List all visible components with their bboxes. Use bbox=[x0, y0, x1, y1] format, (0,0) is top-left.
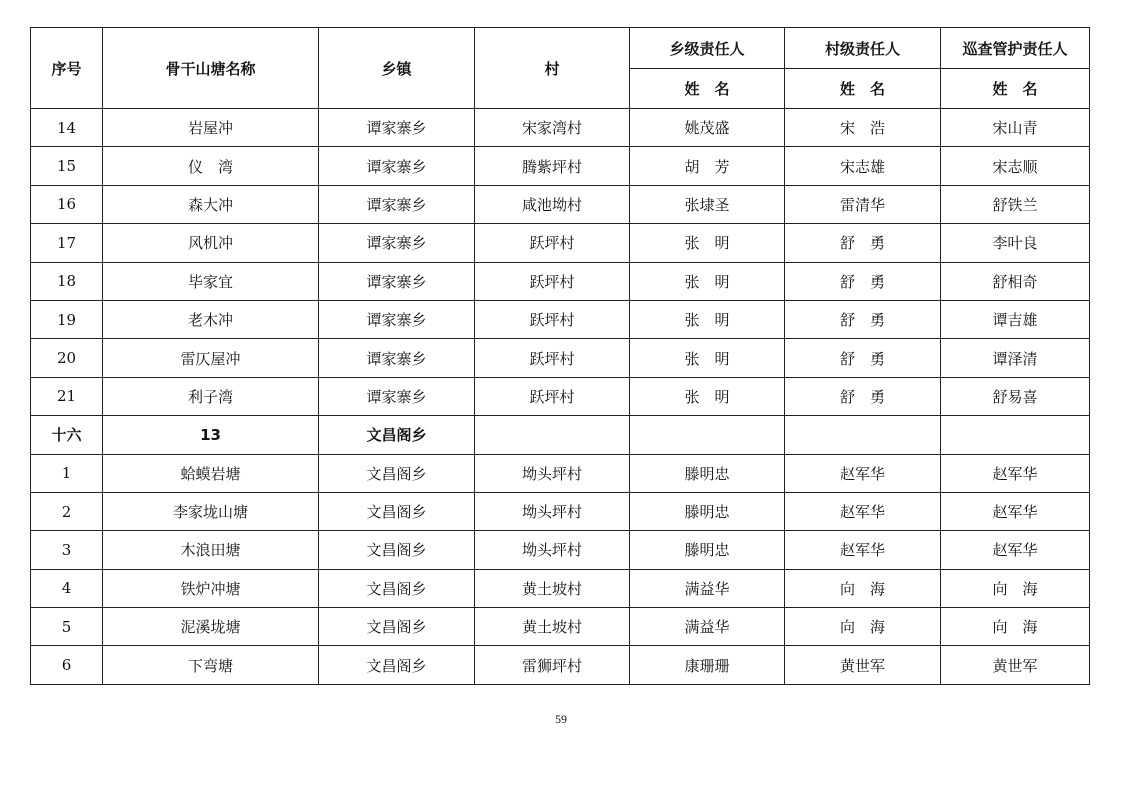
empty-cell bbox=[941, 416, 1090, 454]
cell-village: 跃坪村 bbox=[475, 339, 630, 377]
header-name-label: 姓 名 bbox=[630, 69, 785, 109]
cell-patrol-person: 赵军华 bbox=[941, 531, 1090, 569]
cell-township-person: 滕明忠 bbox=[630, 531, 785, 569]
cell-patrol-person: 宋山青 bbox=[941, 109, 1090, 147]
group-count: 13 bbox=[103, 416, 319, 454]
table-row bbox=[31, 531, 1090, 569]
cell-pond-name: 泥溪垅塘 bbox=[103, 608, 319, 646]
cell-patrol-person: 谭泽清 bbox=[941, 339, 1090, 377]
cell-patrol-person: 舒相奇 bbox=[941, 262, 1090, 300]
cell-township: 文昌阁乡 bbox=[319, 569, 475, 607]
cell-village: 跃坪村 bbox=[475, 377, 630, 415]
cell-township-person: 满益华 bbox=[630, 569, 785, 607]
cell-seq: 17 bbox=[31, 224, 103, 262]
cell-patrol-person: 赵军华 bbox=[941, 454, 1090, 492]
cell-township-person: 康珊珊 bbox=[630, 646, 785, 684]
table-row bbox=[31, 185, 1090, 223]
table-row bbox=[31, 109, 1090, 147]
cell-township-person: 张 明 bbox=[630, 262, 785, 300]
table-row bbox=[31, 300, 1090, 338]
group-township: 文昌阁乡 bbox=[319, 416, 475, 454]
cell-patrol-person: 向 海 bbox=[941, 569, 1090, 607]
table-row bbox=[31, 608, 1090, 646]
cell-pond-name: 老木冲 bbox=[103, 300, 319, 338]
cell-township-person: 胡 芳 bbox=[630, 147, 785, 185]
cell-pond-name: 下弯塘 bbox=[103, 646, 319, 684]
cell-pond-name: 蛤蟆岩塘 bbox=[103, 454, 319, 492]
cell-township-person: 张 明 bbox=[630, 339, 785, 377]
cell-patrol-person: 李叶良 bbox=[941, 224, 1090, 262]
empty-cell bbox=[785, 416, 941, 454]
cell-patrol-person: 舒铁兰 bbox=[941, 185, 1090, 223]
cell-patrol-person: 赵军华 bbox=[941, 492, 1090, 530]
cell-patrol-person: 黄世军 bbox=[941, 646, 1090, 684]
cell-village-person: 赵军华 bbox=[785, 531, 941, 569]
header-name-label: 姓 名 bbox=[941, 69, 1090, 109]
cell-township: 谭家寨乡 bbox=[319, 185, 475, 223]
cell-seq: 21 bbox=[31, 377, 103, 415]
cell-pond-name: 风机冲 bbox=[103, 224, 319, 262]
cell-village: 雷狮坪村 bbox=[475, 646, 630, 684]
header-village: 村 bbox=[475, 28, 630, 109]
page-number: 59 bbox=[555, 712, 567, 726]
header-patrol-responsible: 巡查管护责任人 bbox=[941, 28, 1090, 69]
cell-township-person: 滕明忠 bbox=[630, 454, 785, 492]
cell-township: 文昌阁乡 bbox=[319, 531, 475, 569]
cell-village-person: 赵军华 bbox=[785, 492, 941, 530]
cell-seq: 6 bbox=[31, 646, 103, 684]
cell-township: 谭家寨乡 bbox=[319, 300, 475, 338]
cell-seq: 15 bbox=[31, 147, 103, 185]
cell-village-person: 舒 勇 bbox=[785, 339, 941, 377]
table-row bbox=[31, 569, 1090, 607]
cell-village-person: 宋 浩 bbox=[785, 109, 941, 147]
cell-village: 坳头坪村 bbox=[475, 454, 630, 492]
cell-township: 文昌阁乡 bbox=[319, 608, 475, 646]
cell-village: 坳头坪村 bbox=[475, 492, 630, 530]
cell-village-person: 舒 勇 bbox=[785, 377, 941, 415]
cell-seq: 3 bbox=[31, 531, 103, 569]
cell-village-person: 舒 勇 bbox=[785, 262, 941, 300]
cell-village: 跃坪村 bbox=[475, 262, 630, 300]
cell-township: 谭家寨乡 bbox=[319, 147, 475, 185]
cell-township-person: 滕明忠 bbox=[630, 492, 785, 530]
header-seq: 序号 bbox=[31, 28, 103, 109]
cell-village: 宋家湾村 bbox=[475, 109, 630, 147]
cell-patrol-person: 宋志顺 bbox=[941, 147, 1090, 185]
cell-seq: 1 bbox=[31, 454, 103, 492]
cell-village: 黄土坡村 bbox=[475, 569, 630, 607]
cell-township-person: 张 明 bbox=[630, 224, 785, 262]
cell-patrol-person: 舒易喜 bbox=[941, 377, 1090, 415]
cell-pond-name: 李家垅山塘 bbox=[103, 492, 319, 530]
cell-township: 谭家寨乡 bbox=[319, 262, 475, 300]
cell-township-person: 张埭圣 bbox=[630, 185, 785, 223]
cell-village-person: 宋志雄 bbox=[785, 147, 941, 185]
cell-village: 腾紫坪村 bbox=[475, 147, 630, 185]
cell-village: 咸池坳村 bbox=[475, 185, 630, 223]
cell-township: 文昌阁乡 bbox=[319, 454, 475, 492]
table-row bbox=[31, 492, 1090, 530]
cell-village-person: 舒 勇 bbox=[785, 224, 941, 262]
cell-seq: 19 bbox=[31, 300, 103, 338]
table-row bbox=[31, 147, 1090, 185]
table-row bbox=[31, 646, 1090, 684]
cell-pond-name: 森大冲 bbox=[103, 185, 319, 223]
reservoir-responsibility-table bbox=[30, 27, 1090, 685]
cell-township: 谭家寨乡 bbox=[319, 339, 475, 377]
cell-patrol-person: 谭吉雄 bbox=[941, 300, 1090, 338]
cell-pond-name: 木浪田塘 bbox=[103, 531, 319, 569]
cell-patrol-person: 向 海 bbox=[941, 608, 1090, 646]
cell-seq: 20 bbox=[31, 339, 103, 377]
cell-seq: 16 bbox=[31, 185, 103, 223]
cell-village: 坳头坪村 bbox=[475, 531, 630, 569]
header-village-responsible: 村级责任人 bbox=[785, 28, 941, 69]
cell-township-person: 满益华 bbox=[630, 608, 785, 646]
table-row bbox=[31, 224, 1090, 262]
cell-township-person: 张 明 bbox=[630, 377, 785, 415]
table-row bbox=[31, 339, 1090, 377]
cell-township: 谭家寨乡 bbox=[319, 224, 475, 262]
header-township-responsible: 乡级责任人 bbox=[630, 28, 785, 69]
cell-township-person: 张 明 bbox=[630, 300, 785, 338]
header-township: 乡镇 bbox=[319, 28, 475, 109]
cell-township: 谭家寨乡 bbox=[319, 109, 475, 147]
group-seq: 十六 bbox=[31, 416, 103, 454]
cell-pond-name: 毕家宜 bbox=[103, 262, 319, 300]
table-row bbox=[31, 377, 1090, 415]
cell-township: 文昌阁乡 bbox=[319, 646, 475, 684]
cell-pond-name: 仪 湾 bbox=[103, 147, 319, 185]
cell-village-person: 雷清华 bbox=[785, 185, 941, 223]
cell-seq: 14 bbox=[31, 109, 103, 147]
cell-pond-name: 雷仄屋冲 bbox=[103, 339, 319, 377]
empty-cell bbox=[630, 416, 785, 454]
cell-seq: 4 bbox=[31, 569, 103, 607]
cell-village-person: 向 海 bbox=[785, 608, 941, 646]
cell-village: 跃坪村 bbox=[475, 300, 630, 338]
cell-village-person: 黄世军 bbox=[785, 646, 941, 684]
cell-seq: 18 bbox=[31, 262, 103, 300]
cell-seq: 5 bbox=[31, 608, 103, 646]
cell-township: 谭家寨乡 bbox=[319, 377, 475, 415]
cell-village: 跃坪村 bbox=[475, 224, 630, 262]
table-row bbox=[31, 262, 1090, 300]
group-row bbox=[31, 416, 1090, 454]
header-pond-name: 骨干山塘名称 bbox=[103, 28, 319, 109]
cell-pond-name: 利子湾 bbox=[103, 377, 319, 415]
cell-pond-name: 岩屋冲 bbox=[103, 109, 319, 147]
cell-pond-name: 铁炉冲塘 bbox=[103, 569, 319, 607]
cell-seq: 2 bbox=[31, 492, 103, 530]
cell-village-person: 赵军华 bbox=[785, 454, 941, 492]
cell-village-person: 舒 勇 bbox=[785, 300, 941, 338]
table-row bbox=[31, 454, 1090, 492]
empty-cell bbox=[475, 416, 630, 454]
cell-township-person: 姚茂盛 bbox=[630, 109, 785, 147]
header-name-label: 姓 名 bbox=[785, 69, 941, 109]
cell-village: 黄土坡村 bbox=[475, 608, 630, 646]
cell-township: 文昌阁乡 bbox=[319, 492, 475, 530]
cell-village-person: 向 海 bbox=[785, 569, 941, 607]
